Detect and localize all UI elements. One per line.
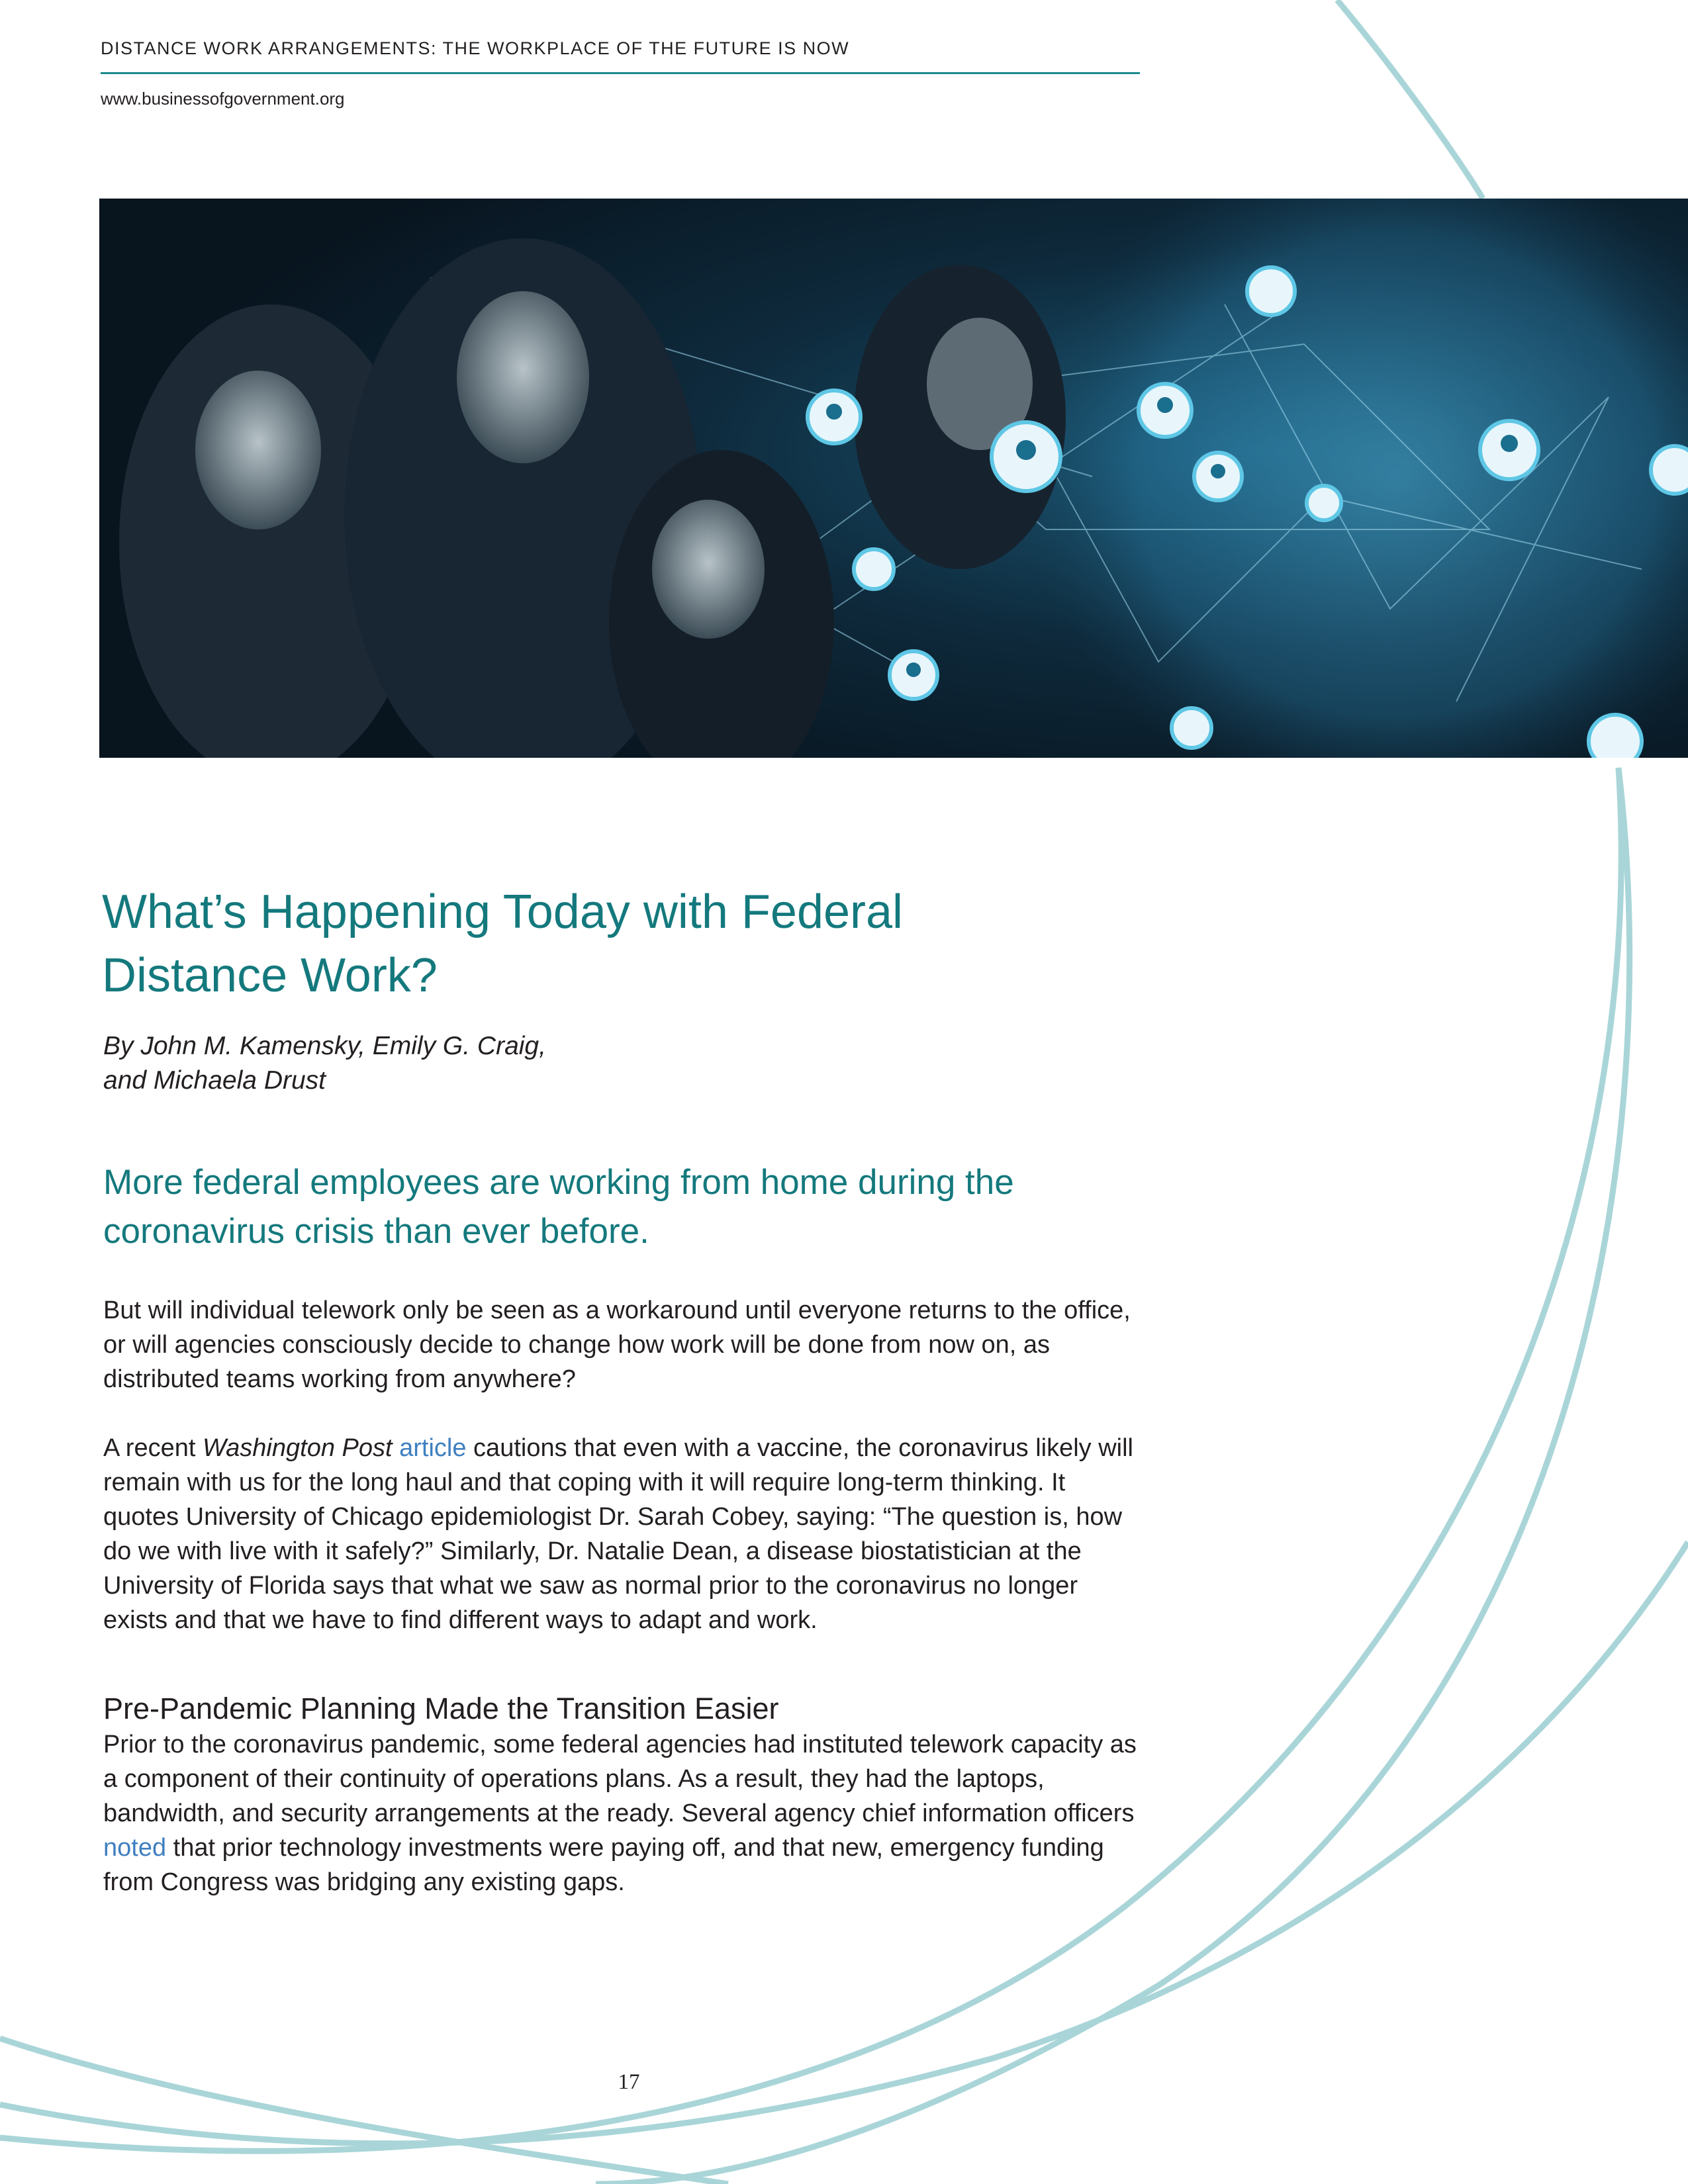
byline-line-2: and Michaela Drust bbox=[103, 1066, 326, 1095]
hero-image bbox=[99, 199, 1688, 758]
article-deck: More federal employees are working from home during the coronavirus crisis than ever before. bbox=[103, 1163, 1014, 1251]
site-url: www.businessofgovernment.org bbox=[101, 89, 345, 109]
byline-line-1: By John M. Kamensky, Emily G. Craig, bbox=[103, 1032, 546, 1060]
article-title: What’s Happening Today with Federal Distance Work? bbox=[102, 886, 904, 1002]
byline bbox=[103, 1029, 898, 1098]
paragraph-3 bbox=[103, 1727, 1143, 1899]
publication-name: Washington Post bbox=[202, 1434, 393, 1462]
paragraph-2-space bbox=[393, 1434, 400, 1462]
network-globe-people-photo bbox=[99, 199, 1688, 758]
paragraph-2-intro: A recent bbox=[103, 1434, 203, 1462]
arc-top-right bbox=[1337, 0, 1483, 199]
paragraph-2 bbox=[103, 1431, 1143, 1637]
arc-bottom-left bbox=[0, 2038, 728, 2184]
noted-link[interactable]: noted bbox=[103, 1834, 167, 1862]
page-number: 17 bbox=[618, 2070, 640, 2094]
paragraph-2-body: cautions that even with a vaccine, the coronavirus likely will remain with us for the long haul and that coping with it will require long-term thinking. It quotes University of Chicago epidemiologist Dr. Sarah Cobey, saying: “The question is, how do we with live with it safely?” Similarly, Dr. Natalie Dean, a disease biostatistician at the University of Florida says that what we saw as normal prior to the coronavirus no longer exists and that we have to find different ways to adapt and work. bbox=[103, 1434, 1133, 1634]
running-head: DISTANCE WORK ARRANGEMENTS: THE WORKPLACE OF THE FUTURE IS NOW bbox=[101, 38, 1140, 74]
paragraph-1: But will individual telework only be seen as a workaround until everyone returns to the office, or will agencies consciously decide to change how work will be done from now on, as distributed teams working from anywhere? bbox=[103, 1297, 1131, 1393]
paragraph-3-intro: Prior to the coronavirus pandemic, some federal agencies had instituted telework capacity as a component of their continuity of operations plans. As a result, they had the laptops, bandwidth, and security arrangements at the ready. Several agency chief information officers bbox=[103, 1731, 1137, 1827]
section-heading: Pre-Pandemic Planning Made the Transition Easier bbox=[103, 1692, 779, 1725]
article-link[interactable]: article bbox=[399, 1434, 467, 1462]
paragraph-3-body: that prior technology investments were paying off, and that new, emergency funding from Congress was bridging any existing gaps. bbox=[103, 1834, 1104, 1896]
